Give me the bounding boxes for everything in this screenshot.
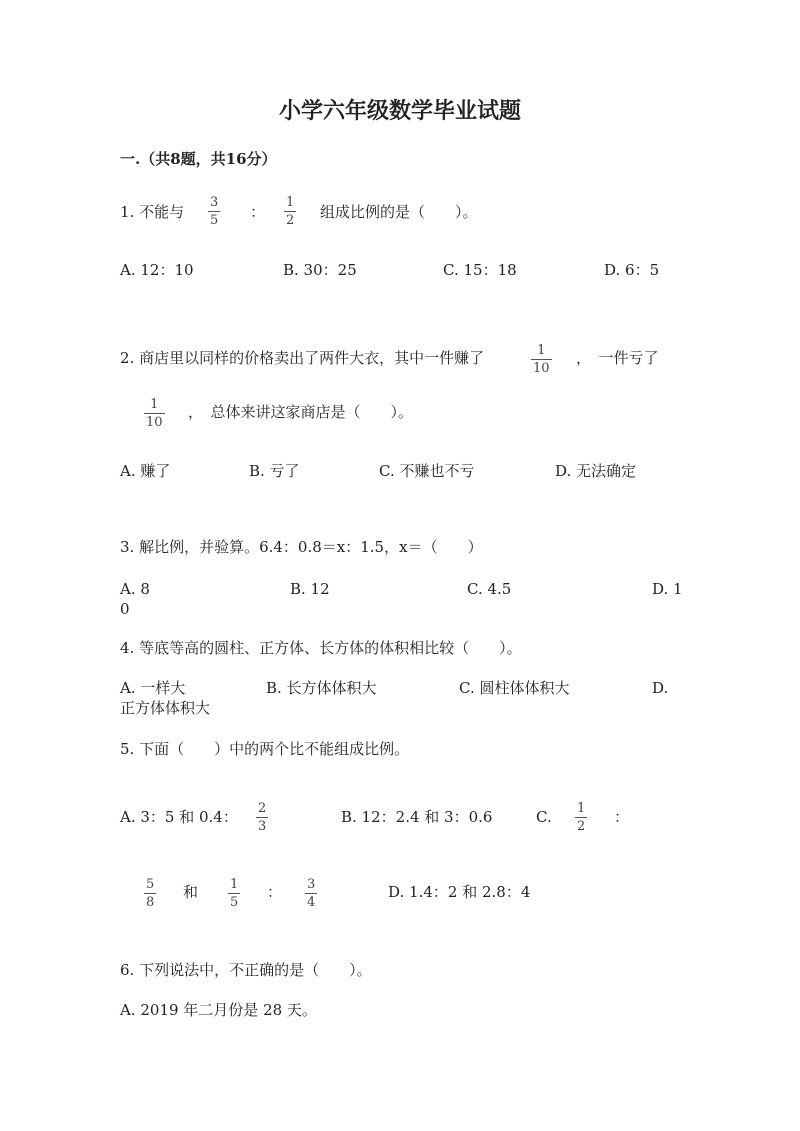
- q2-option-a: A. 赚了: [120, 462, 171, 480]
- q2-mid: ， 一件亏了: [576, 349, 659, 367]
- q2-option-c: C. 不赚也不亏: [379, 462, 475, 480]
- q5-c-frac1-num: 1: [577, 801, 586, 816]
- q2-option-b: B. 亏了: [249, 462, 300, 480]
- q5-a-frac-num: 2: [258, 801, 267, 816]
- q2-fraction-1: [531, 344, 552, 375]
- q1-fraction-2: [284, 196, 296, 227]
- q5-c-frac2-num: 5: [146, 877, 155, 892]
- q1-suffix: 组成比例的是（ ）。: [320, 203, 478, 221]
- q1-option-d: D. 6：5: [604, 261, 660, 279]
- q1-frac1-den: 5: [210, 213, 219, 228]
- q5-option-a-fraction: [256, 802, 268, 833]
- q2-frac2-den: 10: [146, 415, 163, 430]
- q4-option-d: D.: [652, 679, 669, 697]
- q5-text: 5. 下面（ ）中的两个比不能组成比例。: [120, 740, 410, 758]
- q1-option-b: B. 30：25: [283, 261, 357, 279]
- q3-option-d-wrap: 0: [120, 600, 130, 618]
- q4-text: 4. 等底等高的圆柱、正方体、长方体的体积相比较（ ）。: [120, 639, 522, 657]
- q3-option-b: B. 12: [290, 580, 330, 598]
- q4-option-a: A. 一样大: [120, 679, 186, 697]
- q5-c-frac1-den: 2: [577, 819, 586, 834]
- q5-option-c-and: 和: [183, 883, 199, 901]
- q1-frac2-den: 2: [286, 213, 295, 228]
- page-title: 小学六年级数学毕业试题: [278, 98, 521, 124]
- q5-option-c-fraction-4: [305, 878, 317, 909]
- q5-c-frac4-num: 3: [307, 877, 316, 892]
- q5-option-b: B. 12：2.4 和 3：0.6: [341, 808, 493, 826]
- q3-option-d: D. 1: [652, 580, 683, 598]
- q1-frac2-num: 1: [286, 195, 295, 210]
- q2-frac1-den: 10: [533, 361, 550, 376]
- q2-line2: ， 总体来讲这家商店是（ ）。: [188, 403, 414, 421]
- q5-option-c-fraction-3: [228, 878, 240, 909]
- q5-option-c-colon-2: ：: [267, 883, 283, 901]
- q6-option-a: A. 2019 年二月份是 28 天。: [120, 1001, 317, 1019]
- q1-fraction-1: [208, 196, 220, 227]
- q2-frac1-num: 1: [537, 343, 546, 358]
- q4-option-b: B. 长方体体积大: [266, 679, 377, 697]
- q5-option-c: C.: [536, 808, 552, 826]
- q2-option-d: D. 无法确定: [555, 462, 637, 480]
- q1-option-a: A. 12：10: [120, 261, 194, 279]
- q5-a-frac-den: 3: [258, 819, 267, 834]
- q2-line1: 2. 商店里以同样的价格卖出了两件大衣，其中一件赚了: [120, 349, 485, 367]
- q5-option-c-fraction-2: [144, 878, 156, 909]
- q5-c-frac2-den: 8: [146, 895, 155, 910]
- q1-frac1-num: 3: [210, 195, 219, 210]
- q4-option-d-wrap: 正方体体积大: [120, 699, 211, 717]
- q5-option-c-fraction-1: [575, 802, 587, 833]
- section-heading: 一.（共8题，共16分）: [120, 150, 277, 168]
- q3-option-a: A. 8: [120, 580, 150, 598]
- q1-prefix: 1. 不能与: [120, 203, 185, 221]
- q1-option-c: C. 15：18: [443, 261, 517, 279]
- q5-option-d: D. 1.4：2 和 2.8：4: [388, 883, 531, 901]
- q5-c-frac3-den: 5: [230, 895, 239, 910]
- q6-text: 6. 下列说法中，不正确的是（ ）。: [120, 961, 372, 979]
- q3-option-c: C. 4.5: [467, 580, 512, 598]
- q5-option-a: A. 3：5 和 0.4：: [120, 808, 238, 826]
- q3-text: 3. 解比例，并验算。6.4：0.8＝x：1.5，x＝（ ）: [120, 538, 483, 556]
- q2-frac2-num: 1: [150, 397, 159, 412]
- q2-fraction-2: [144, 398, 165, 429]
- q5-c-frac4-den: 4: [307, 895, 316, 910]
- q4-option-c: C. 圆柱体体积大: [459, 679, 570, 697]
- q1-colon: ：: [250, 203, 266, 221]
- q5-option-c-colon-1: ：: [614, 808, 630, 826]
- q5-c-frac3-num: 1: [230, 877, 239, 892]
